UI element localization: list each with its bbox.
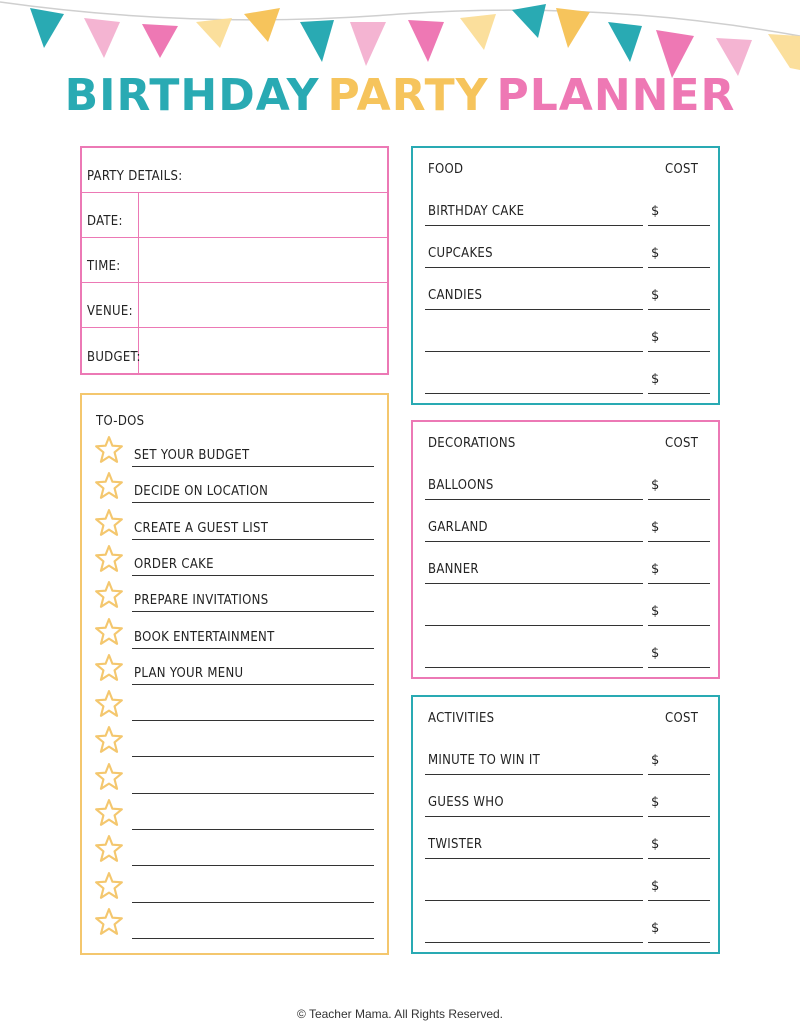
food-cost-line[interactable]: [648, 267, 710, 268]
todos-heading: TO-DOS: [96, 414, 145, 429]
star-icon[interactable]: [94, 580, 124, 610]
decorations-cost-line[interactable]: [648, 583, 710, 584]
todo-item[interactable]: [82, 834, 382, 870]
activities-item-line[interactable]: [425, 858, 643, 859]
food-item-line[interactable]: [425, 351, 643, 352]
title-word-3: PLANNER: [496, 70, 736, 121]
decorations-item-3: BANNER: [428, 562, 479, 577]
activities-cost-heading: COST: [665, 711, 699, 726]
title-word-2: PARTY: [327, 70, 489, 121]
todo-item-line[interactable]: [132, 575, 374, 576]
decorations-dollar: $: [651, 520, 660, 535]
todo-item-line[interactable]: [132, 756, 374, 757]
decorations-dollar: $: [651, 646, 660, 661]
todo-item[interactable]: [82, 689, 382, 725]
star-icon[interactable]: [94, 834, 124, 864]
todo-item[interactable]: [82, 508, 382, 544]
footer-text: Teacher Mama. All Rights Reserved.: [308, 1007, 504, 1021]
food-cost-line[interactable]: [648, 351, 710, 352]
todo-item-line[interactable]: [132, 938, 374, 939]
footer: [0, 1007, 800, 1021]
star-icon[interactable]: [94, 653, 124, 683]
todo-item[interactable]: [82, 871, 382, 907]
decorations-item-line[interactable]: [425, 667, 643, 668]
todo-item-label: DECIDE ON LOCATION: [134, 484, 269, 500]
decorations-item-line[interactable]: [425, 583, 643, 584]
todo-item-line[interactable]: [132, 684, 374, 685]
food-dollar: $: [651, 246, 660, 261]
todo-item[interactable]: [82, 471, 382, 507]
star-icon[interactable]: [94, 871, 124, 901]
todo-item-line[interactable]: [132, 502, 374, 503]
activities-dollar: $: [651, 837, 660, 852]
party-details-heading-row: [82, 148, 387, 193]
title-word-1: BIRTHDAY: [64, 70, 320, 121]
decorations-item-2: GARLAND: [428, 520, 488, 535]
decorations-item-1: BALLOONS: [428, 478, 494, 493]
food-heading: FOOD: [428, 162, 464, 177]
food-cost-line[interactable]: [648, 393, 710, 394]
bunting-flag: [84, 18, 120, 58]
food-item-line[interactable]: [425, 267, 643, 268]
budget-row[interactable]: [82, 328, 387, 373]
todo-item[interactable]: [82, 580, 382, 616]
activities-dollar: $: [651, 753, 660, 768]
bunting-flag: [142, 24, 178, 58]
star-icon[interactable]: [94, 762, 124, 792]
decorations-heading: DECORATIONS: [428, 436, 516, 451]
todo-item[interactable]: [82, 435, 382, 471]
decorations-item-line[interactable]: [425, 625, 643, 626]
decorations-cost-line[interactable]: [648, 667, 710, 668]
todo-item-line[interactable]: [132, 829, 374, 830]
star-icon[interactable]: [94, 798, 124, 828]
bunting-flag: [350, 22, 386, 66]
food-item-line[interactable]: [425, 225, 643, 226]
activities-cost-line[interactable]: [648, 900, 710, 901]
budget-label: BUDGET:: [87, 350, 141, 365]
star-icon[interactable]: [94, 907, 124, 937]
todos-box: [80, 393, 389, 955]
bunting-flag: [30, 8, 64, 48]
todo-item-line[interactable]: [132, 466, 374, 467]
todo-item[interactable]: [82, 544, 382, 580]
activities-item-line[interactable]: [425, 774, 643, 775]
star-icon[interactable]: [94, 689, 124, 719]
party-details-box: [80, 146, 389, 375]
food-dollar: $: [651, 372, 660, 387]
activities-item-2: GUESS WHO: [428, 795, 504, 810]
activities-item-line[interactable]: [425, 816, 643, 817]
bunting-flag: [196, 18, 232, 48]
todo-item[interactable]: [82, 653, 382, 689]
star-icon[interactable]: [94, 435, 124, 465]
activities-cost-line[interactable]: [648, 858, 710, 859]
page-title: [0, 70, 800, 121]
bunting-flag: [512, 4, 546, 38]
bunting-flag: [408, 20, 444, 62]
venue-label: VENUE:: [87, 304, 133, 319]
decorations-cost-heading: COST: [665, 436, 699, 451]
star-icon[interactable]: [94, 544, 124, 574]
decorations-dollar: $: [651, 604, 660, 619]
food-dollar: $: [651, 204, 660, 219]
activities-dollar: $: [651, 879, 660, 894]
decorations-item-line[interactable]: [425, 541, 643, 542]
star-icon[interactable]: [94, 617, 124, 647]
decorations-dollar: $: [651, 478, 660, 493]
todo-item-line[interactable]: [132, 720, 374, 721]
time-label: TIME:: [87, 259, 121, 274]
copyright-icon: ©: [296, 1007, 306, 1021]
todo-item[interactable]: [82, 617, 382, 653]
todo-item-label: BOOK ENTERTAINMENT: [134, 629, 275, 645]
activities-cost-line[interactable]: [648, 816, 710, 817]
todo-item-label: CREATE A GUEST LIST: [134, 520, 269, 536]
decorations-cost-line[interactable]: [648, 541, 710, 542]
food-item-1: BIRTHDAY CAKE: [428, 204, 525, 219]
food-item-line[interactable]: [425, 309, 643, 310]
decorations-cost-line[interactable]: [648, 625, 710, 626]
todo-item[interactable]: [82, 798, 382, 834]
bunting-flag: [300, 20, 334, 62]
todo-item[interactable]: [82, 762, 382, 798]
decorations-item-line[interactable]: [425, 499, 643, 500]
todo-item-line[interactable]: [132, 865, 374, 866]
activities-dollar: $: [651, 921, 660, 936]
activities-item-3: TWISTER: [428, 837, 483, 852]
star-icon[interactable]: [94, 471, 124, 501]
activities-item-line[interactable]: [425, 942, 643, 943]
todo-item[interactable]: [82, 907, 382, 943]
food-item-2: CUPCAKES: [428, 246, 493, 261]
decorations-cost-line[interactable]: [648, 499, 710, 500]
activities-dollar: $: [651, 795, 660, 810]
time-row[interactable]: [82, 238, 387, 283]
activities-item-line[interactable]: [425, 900, 643, 901]
star-icon[interactable]: [94, 508, 124, 538]
todo-item-line[interactable]: [132, 648, 374, 649]
food-cost-line[interactable]: [648, 309, 710, 310]
activities-heading: ACTIVITIES: [428, 711, 495, 726]
food-box: [411, 146, 720, 405]
food-item-3: CANDIES: [428, 288, 483, 303]
todo-item-label: ORDER CAKE: [134, 556, 214, 572]
todo-item-line[interactable]: [132, 611, 374, 612]
food-item-line[interactable]: [425, 393, 643, 394]
decorations-box: [411, 420, 720, 679]
star-icon[interactable]: [94, 725, 124, 755]
bunting-flag: [556, 8, 590, 48]
todo-item[interactable]: [82, 725, 382, 761]
todo-item-line[interactable]: [132, 793, 374, 794]
bunting-flag: [608, 22, 642, 62]
todo-item-label: SET YOUR BUDGET: [134, 448, 250, 463]
decorations-dollar: $: [651, 562, 660, 577]
date-label: DATE:: [87, 214, 123, 229]
bunting-flag: [244, 8, 280, 42]
activities-item-1: MINUTE TO WIN IT: [428, 753, 541, 768]
food-cost-line[interactable]: [648, 225, 710, 226]
venue-row[interactable]: [82, 283, 387, 328]
activities-box: [411, 695, 720, 954]
food-dollar: $: [651, 330, 660, 345]
activities-cost-line[interactable]: [648, 774, 710, 775]
todo-item-label: PREPARE INVITATIONS: [134, 593, 269, 609]
bunting-flag: [460, 14, 496, 50]
date-row[interactable]: [82, 193, 387, 238]
activities-cost-line[interactable]: [648, 942, 710, 943]
food-dollar: $: [651, 288, 660, 303]
todo-item-label: PLAN YOUR MENU: [134, 665, 244, 681]
party-details-heading: PARTY DETAILS:: [87, 169, 183, 184]
bunting-flag: [768, 34, 800, 70]
food-cost-heading: COST: [665, 162, 699, 177]
todo-item-line[interactable]: [132, 539, 374, 540]
todo-item-line[interactable]: [132, 902, 374, 903]
